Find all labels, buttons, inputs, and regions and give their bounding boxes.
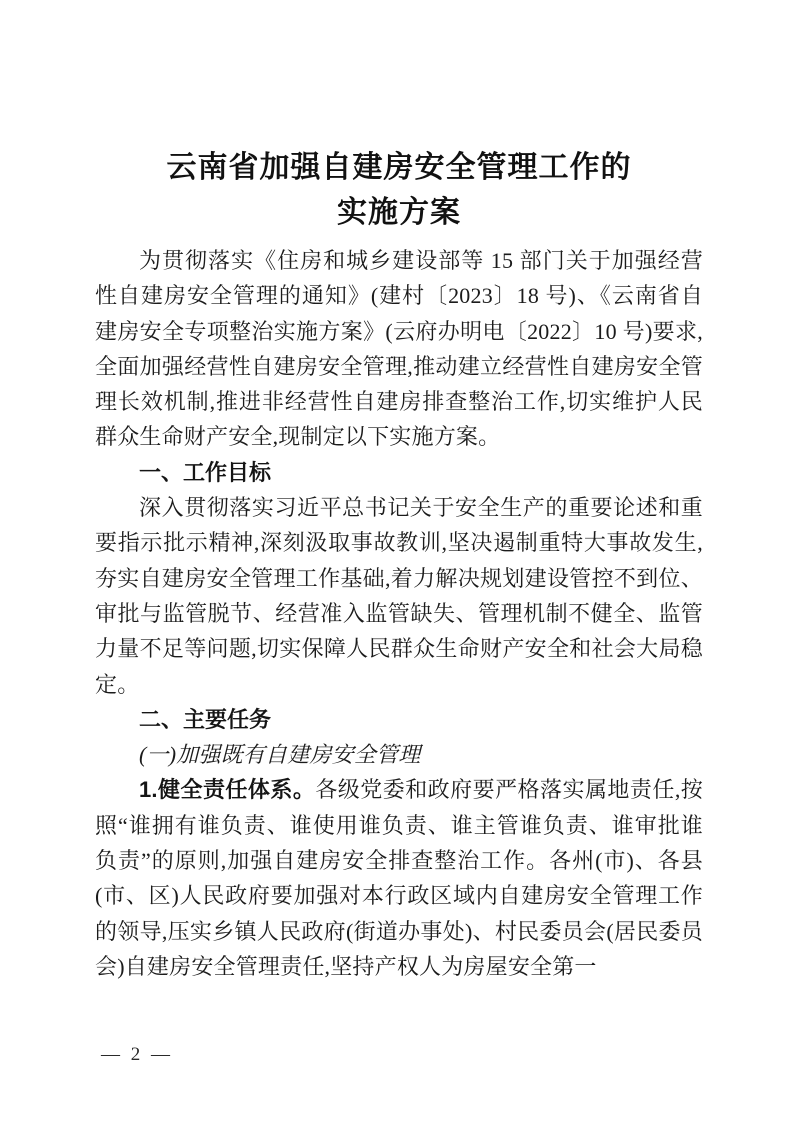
document-title-line-2: 实施方案	[337, 196, 461, 229]
task-1-body: 各级党委和政府要严格落实属地责任,按照“谁拥有谁负责、谁使用谁负责、谁主管谁负责、谁审批谁负责”的原则,加强自建房安全排查整治工作。各州(市)、各县(市、区)人民政府要加强对本行政区域内自建房安全管理工作的领导,压实乡镇人民政府(街道办事处)、村民委员会(居民委员会)自建房安全管理责任,坚持产权人为房屋安全第一	[95, 777, 703, 979]
document-title-line-1: 云南省加强自建房安全管理工作的	[166, 151, 632, 184]
section-2-heading: 二、主要任务	[139, 706, 272, 732]
section-1-heading: 一、工作目标	[139, 459, 272, 485]
section-2-sub-1-heading: (一)加强既有自建房安全管理	[139, 742, 421, 768]
page-number: — 2 —	[101, 1044, 173, 1065]
intro-paragraph: 为贯彻落实《住房和城乡建设部等 15 部门关于加强经营性自建房安全管理的通知》(建村〔2023〕18 号)、《云南省自建房安全专项整治实施方案》(云府办明电〔2022〕10 号)要求,全面加强经营性自建房安全管理,推动建立经营性自建房安全管理长效机制,推进非经营性自建房排查整治工作,切实维护人民群众生命财产安全,现制定以下实施方案。	[95, 248, 703, 450]
task-1-paragraph	[95, 772, 703, 984]
task-1-lead: 1.健全责任体系。	[139, 777, 316, 803]
document-title	[95, 145, 703, 235]
section-1-paragraph: 深入贯彻落实习近平总书记关于安全生产的重要论述和重要指示批示精神,深刻汲取事故教训,坚决遏制重特大事故发生,夯实自建房安全管理工作基础,着力解决规划建设管控不到位、审批与监管脱节、经营准入监管缺失、管理机制不健全、监管力量不足等问题,切实保障人民群众生命财产安全和社会大局稳定。	[95, 495, 703, 697]
